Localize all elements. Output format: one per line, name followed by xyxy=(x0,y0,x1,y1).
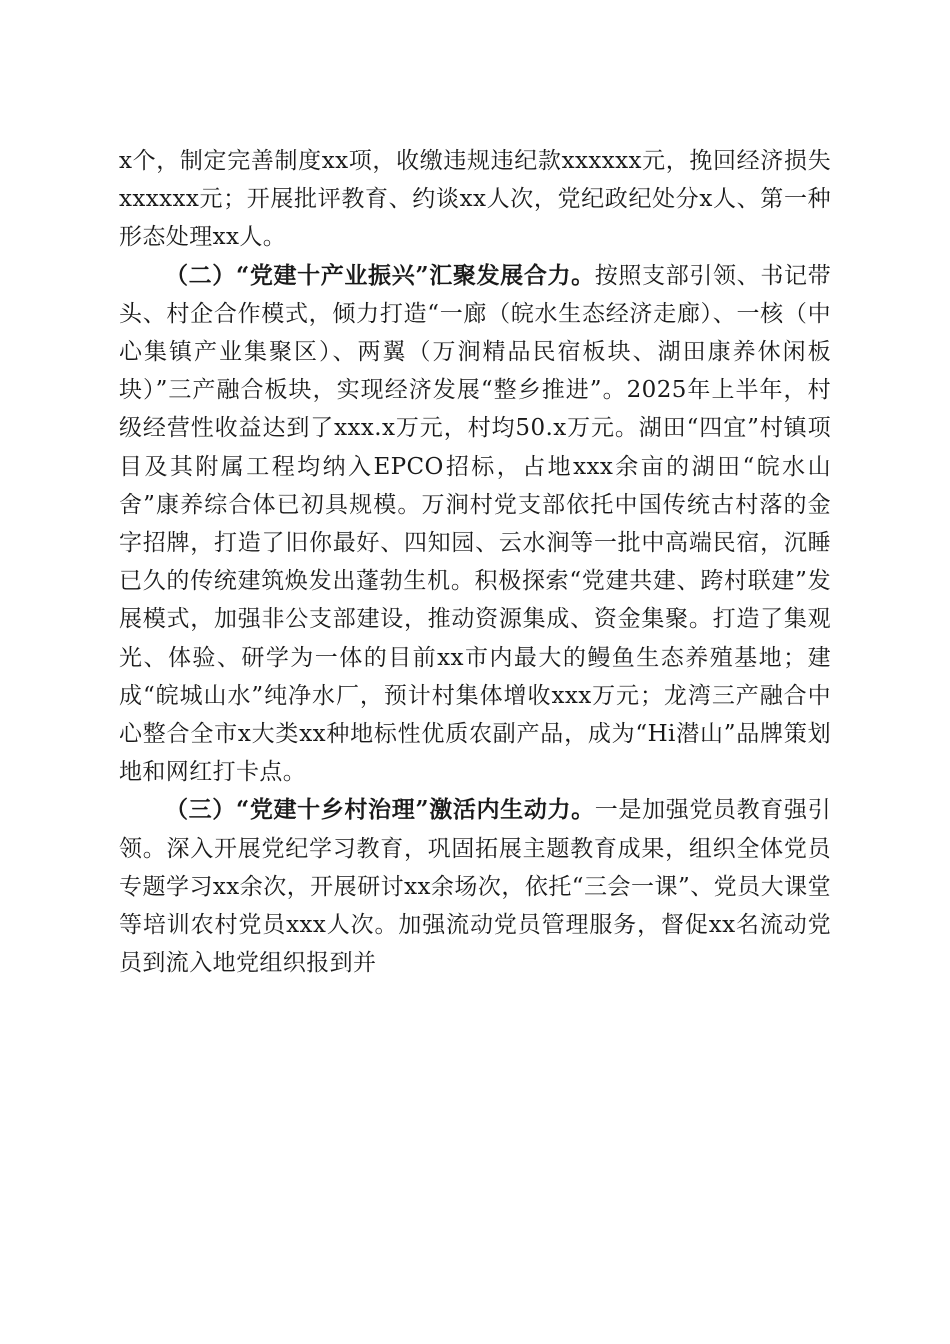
paragraph-body: x个，制定完善制度xx项，收缴违规违纪款xxxxxx元，挽回经济损失xxxxxx元；开展批评教育、约谈xx人次，党纪政纪处分x人、第一种形态处理xx人。 xyxy=(119,148,831,251)
paragraph-rural-governance xyxy=(119,791,831,982)
paragraph-industry-revitalization xyxy=(119,257,831,792)
paragraph-continuation xyxy=(119,142,831,257)
document-page xyxy=(119,142,831,982)
section-heading-industry: （二）“党建十产业振兴”汇聚发展合力。 xyxy=(165,261,595,289)
paragraph-body: 按照支部引领、书记带头、村企合作模式，倾力打造“一廊（皖水生态经济走廊）、一核（中心集镇产业集聚区）、两翼（万涧精品民宿板块、湖田康养休闲板块）”三产融合板块，实现经济发展“整乡推进”。2025年上半年，村级经营性收益达到了xxx.x万元，村均50.x万元。湖田“四宜”村镇项目及其附属工程均纳入EPCO招标，占地xxx余亩的湖田“皖水山舍”康养综合体已初具规模。万涧村党支部依托中国传统古村落的金字招牌，打造了旧你最好、四知园、云水涧等一批中高端民宿，沉睡已久的传统建筑焕发出蓬勃生机。积极探索“党建共建、跨村联建”发展模式，加强非公支部建设，推动资源集成、资金集聚。打造了集观光、体验、研学为一体的目前xx市内最大的鳗鱼生态养殖基地；建成“皖城山水”纯净水厂，预计村集体增收xxx万元；龙湾三产融合中心整合全市x大类xx种地标性优质农副产品，成为“Hi潜山”品牌策划地和网红打卡点。 xyxy=(119,262,832,786)
paragraph-body: 一是加强党员教育强引领。深入开展党纪学习教育，巩固拓展主题教育成果，组织全体党员专题学习xx余次，开展研讨xx余场次，依托“三会一课”、党员大课堂等培训农村党员xxx人次。加强流动党员管理服务，督促xx名流动党员到流入地党组织报到并 xyxy=(119,797,832,977)
section-heading-governance: （三）“党建十乡村治理”激活内生动力。 xyxy=(165,796,595,824)
